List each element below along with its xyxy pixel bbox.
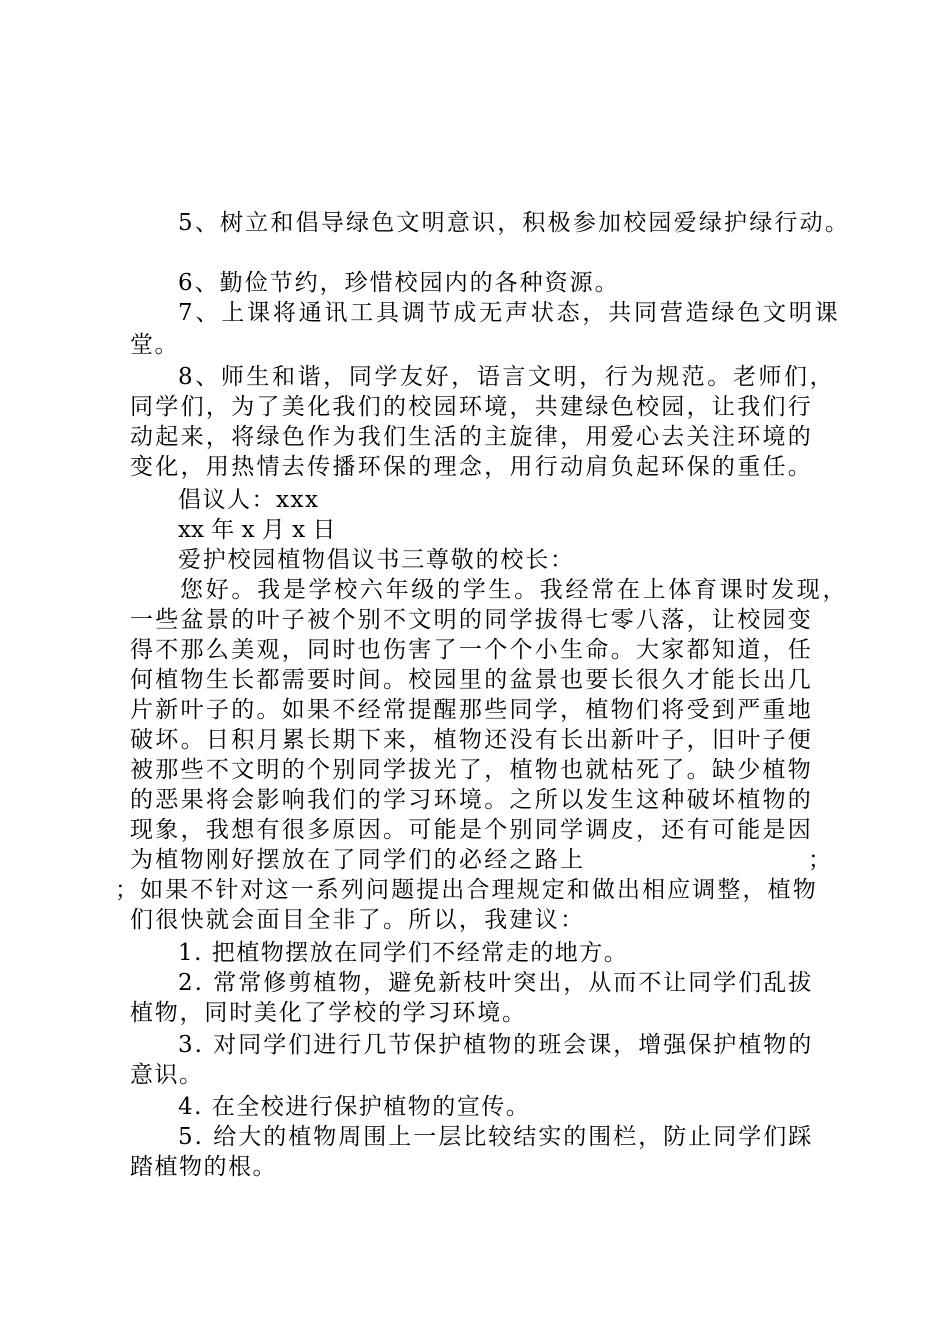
paragraph-line: 何植物生长都需要时间。校园里的盆景也要长很久才能长出几	[130, 667, 814, 693]
paragraph-line: 变化，用热情去传播环保的理念，用行动肩负起环保的重任。	[130, 454, 814, 480]
paragraph-line: 的恶果将会影响我们的学习环境。之所以发生这种破坏植物的	[130, 787, 814, 813]
section-heading: 爱护校园植物倡议书三尊敬的校长：	[178, 547, 575, 573]
paragraph-line: 5、树立和倡导绿色文明意识，积极参加校园爱绿护绿行动。	[178, 210, 851, 236]
suggestion-item: 4. 在全校进行保护植物的宣传。	[178, 1094, 531, 1120]
signatory-line: 倡议人：xxx	[178, 487, 320, 513]
paragraph-line: ；如果不针对这一系列问题提出合理规定和做出相应调整，植物	[115, 877, 818, 903]
suggestion-item-continued: 意识。	[130, 1062, 204, 1088]
paragraph-line: 们很快就会面目全非了。所以，我建议：	[130, 907, 586, 933]
paragraph-line: 为植物刚好摆放在了同学们的必经之路上	[130, 847, 586, 873]
suggestion-item: 1. 把植物摆放在同学们不经常走的地方。	[178, 940, 629, 966]
date-line: xx 年 x 月 x 日	[178, 517, 336, 543]
suggestion-item: 2. 常常修剪植物，避免新枝叶突出，从而不让同学们乱拔	[178, 970, 814, 996]
paragraph-line: 得不那么美观，同时也伤害了一个个小生命。大家都知道，任	[130, 637, 814, 663]
paragraph-line: 破坏。日积月累长期下来，植物还没有长出新叶子，旧叶子便	[130, 727, 814, 753]
paragraph-line: 8、师生和谐，同学友好，语言文明，行为规范。老师们，	[178, 364, 836, 390]
paragraph-line: 6、勤俭节约，珍惜校园内的各种资源。	[178, 270, 620, 296]
paragraph-line: 堂。	[130, 332, 179, 358]
paragraph-line: 一些盆景的叶子被个别不文明的同学拔得七零八落，让校园变	[130, 607, 814, 633]
paragraph-punctuation: ；	[808, 847, 831, 873]
suggestion-item: 3. 对同学们进行几节保护植物的班会课，增强保护植物的	[178, 1032, 814, 1058]
paragraph-line: 同学们，为了美化我们的校园环境，共建绿色校园，让我们行	[130, 394, 814, 420]
paragraph-line: 7、上课将通讯工具调节成无声状态，共同营造绿色文明课	[178, 300, 841, 326]
paragraph-line: 片新叶子的。如果不经常提醒那些同学，植物们将受到严重地	[130, 697, 814, 723]
suggestion-item: 5. 给大的植物周围上一层比较结实的围栏，防止同学们踩	[178, 1124, 814, 1150]
suggestion-item-continued: 植物，同时美化了学校的学习环境。	[130, 1000, 527, 1026]
paragraph-line: 被那些不文明的个别同学拔光了，植物也就枯死了。缺少植物	[130, 757, 814, 783]
paragraph-line: 您好。我是学校六年级的学生。我经常在上体育课时发现，	[180, 577, 849, 603]
paragraph-line: 动起来，将绿色作为我们生活的主旋律，用爱心去关注环境的	[130, 424, 814, 450]
suggestion-item-continued: 踏植物的根。	[130, 1154, 277, 1180]
paragraph-line: 现象，我想有很多原因。可能是个别同学调皮，还有可能是因	[130, 817, 814, 843]
